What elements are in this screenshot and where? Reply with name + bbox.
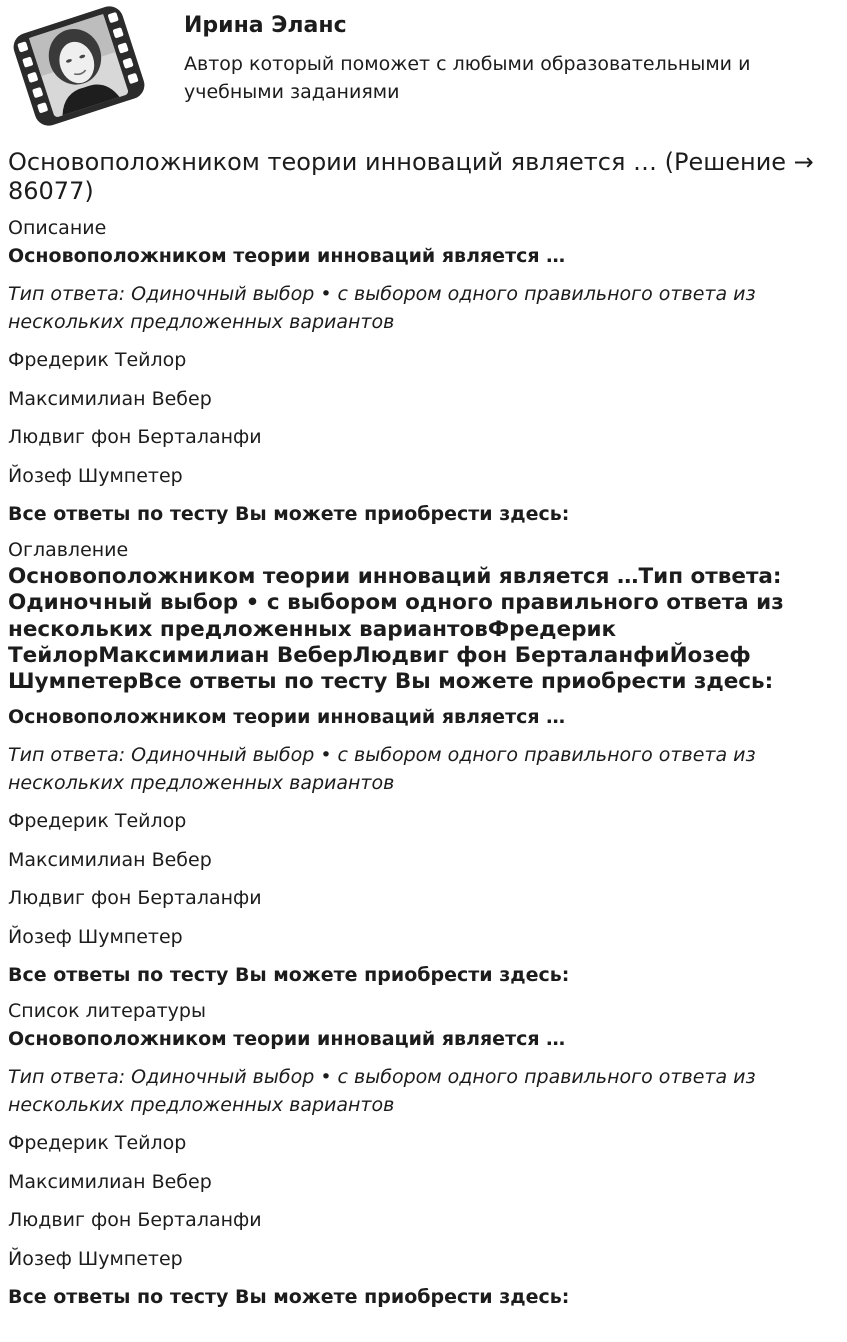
answer-option: Йозеф Шумпетер [8,925,183,948]
author-avatar [8,6,150,126]
buy-answers-text: Все ответы по тесту Вы можете приобрести здесь: [8,1286,570,1309]
author-name: Ирина Эланс [184,13,347,38]
author-photo-film-frame-icon [8,6,150,126]
section-label-description: Описание [8,217,107,239]
answer-option: Максимилиан Вебер [8,387,212,410]
question-text: Основоположником теории инноваций является … [8,245,566,267]
buy-answers-text: Все ответы по тесту Вы можете приобрести здесь: [8,964,570,987]
answer-option: Йозеф Шумпетер [8,464,183,487]
answer-option: Фредерик Тейлор [8,810,187,833]
section-label-literature: Список литературы [8,1000,206,1023]
buy-answers-text: Все ответы по тесту Вы можете приобрести здесь: [8,503,570,525]
answer-type-text: Тип ответа: Одиночный выбор • с выбором одного правильного ответа из нескольких предложенных вариантов [8,283,756,333]
answer-option: Людвиг фон Берталанфи [8,887,262,910]
toc-heading: Основоположником теории инноваций является …Тип ответа: Одиночный выбор • с выбором одного правильного ответа из нескольких предложенных вариантовФредерик ТейлорМаксимилиан ВеберЛюдвиг фон БерталанфиЙозеф ШумпетерВсе ответы по тесту Вы можете приобрести здесь: [8,564,784,695]
description-section [8,216,838,528]
author-description: Автор который поможет с любыми образовательными и учебными заданиями [184,53,751,103]
answer-type-text: Тип ответа: Одиночный выбор • с выбором одного правильного ответа из нескольких предложенных вариантов [8,1066,756,1117]
answer-option: Йозеф Шумпетер [8,1247,183,1270]
section-label-toc: Оглавление [8,539,129,561]
toc-section [8,538,838,989]
answer-option: Максимилиан Вебер [8,1170,212,1193]
answer-type-text: Тип ответа: Одиночный выбор • с выбором одного правильного ответа из нескольких предложенных вариантов [8,744,756,795]
literature-section [8,999,838,1311]
answer-option: Максимилиан Вебер [8,848,212,871]
page-title: Основоположником теории инноваций является … (Решение → 86077) [8,148,814,205]
question-text: Основоположником теории инноваций является … [8,706,566,729]
answer-option: Фредерик Тейлор [8,349,187,371]
answer-option: Людвиг фон Берталанфи [8,426,262,448]
author-header [0,0,847,130]
main-content [8,148,838,1321]
answer-option: Фредерик Тейлор [8,1132,187,1155]
question-text: Основоположником теории инноваций является … [8,1028,566,1051]
answer-option: Людвиг фон Берталанфи [8,1209,262,1232]
